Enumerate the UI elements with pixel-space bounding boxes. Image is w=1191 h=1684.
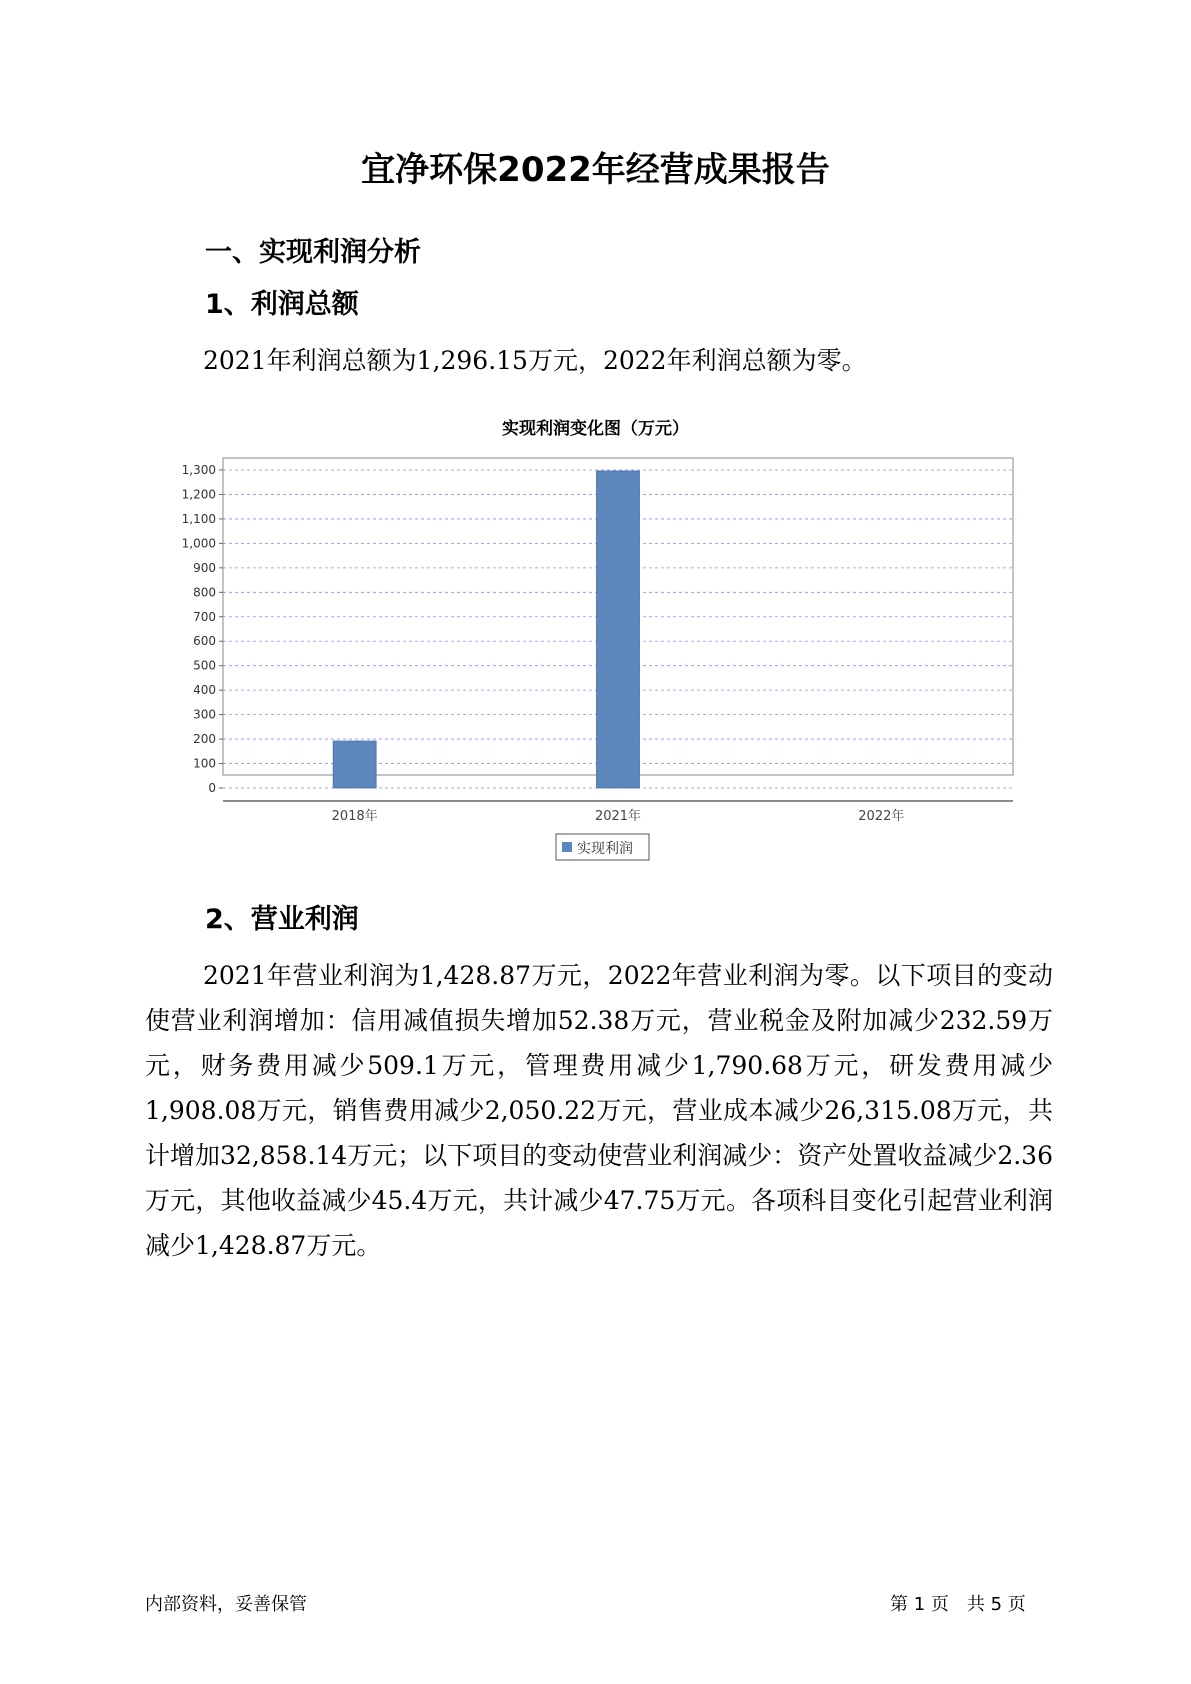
bar-2021年	[597, 471, 640, 788]
x-axis-ticks	[332, 808, 905, 824]
subsection-heading-total-profit: 1、利润总额	[205, 289, 359, 320]
y-tick-label: 600	[193, 634, 216, 649]
section-heading-profit-analysis: 一、实现利润分析	[205, 237, 421, 268]
footer-page-number: 第 1 页 共 5 页	[890, 1594, 1026, 1615]
y-tick-label: 1,000	[181, 536, 216, 551]
legend-swatch	[562, 842, 572, 852]
bars	[333, 471, 639, 788]
y-tick-label: 1,100	[181, 511, 216, 526]
y-tick-label: 400	[193, 683, 216, 698]
y-tick-label: 700	[193, 609, 216, 624]
x-tick-label: 2022年	[858, 809, 905, 824]
footer-confidential-note: 内部资料，妥善保管	[145, 1594, 307, 1615]
chart-title: 实现利润变化图（万元）	[502, 419, 689, 439]
y-tick-label: 800	[193, 585, 216, 600]
y-tick-label: 1,200	[181, 487, 216, 502]
page-title: 宜净环保2022年经营成果报告	[361, 150, 830, 190]
y-axis-ticks	[182, 463, 223, 795]
subsection-heading-operating-profit: 2、营业利润	[205, 904, 359, 935]
y-tick-label: 900	[193, 560, 216, 575]
y-tick-label: 300	[193, 707, 216, 722]
x-tick-label: 2018年	[331, 809, 378, 824]
profit-bar-chart	[150, 445, 1030, 865]
y-tick-label: 200	[193, 732, 216, 747]
operating-profit-paragraph: 2021年营业利润为1,428.87万元，2022年营业利润为零。以下项目的变动使营业利润增加：信用减值损失增加52.38万元，营业税金及附加减少232.59万元，财务费用减少509.1万元，管理费用减少1,790.68万元，研发费用减少1,908.08万元，销售费用减少2,050.22万元，营业成本减少26,315.08万元，共计增加32,858.14万元；以下项目的变动使营业利润减少：资产处置收益减少2.36万元，其他收益减少45.4万元，共计减少47.75万元。各项科目变化引起营业利润减少1,428.87万元。	[145, 961, 1053, 1260]
legend-label: 实现利润	[577, 841, 633, 857]
chart-legend	[556, 834, 649, 860]
y-tick-label: 1,300	[181, 463, 216, 477]
y-tick-label: 100	[193, 756, 216, 771]
bar-2018年	[333, 741, 376, 788]
y-tick-label: 500	[193, 658, 216, 673]
x-tick-label: 2021年	[594, 809, 642, 824]
y-tick-label: 0	[208, 781, 216, 795]
total-profit-paragraph: 2021年利润总额为1,296.15万元，2022年利润总额为零。	[203, 346, 867, 375]
